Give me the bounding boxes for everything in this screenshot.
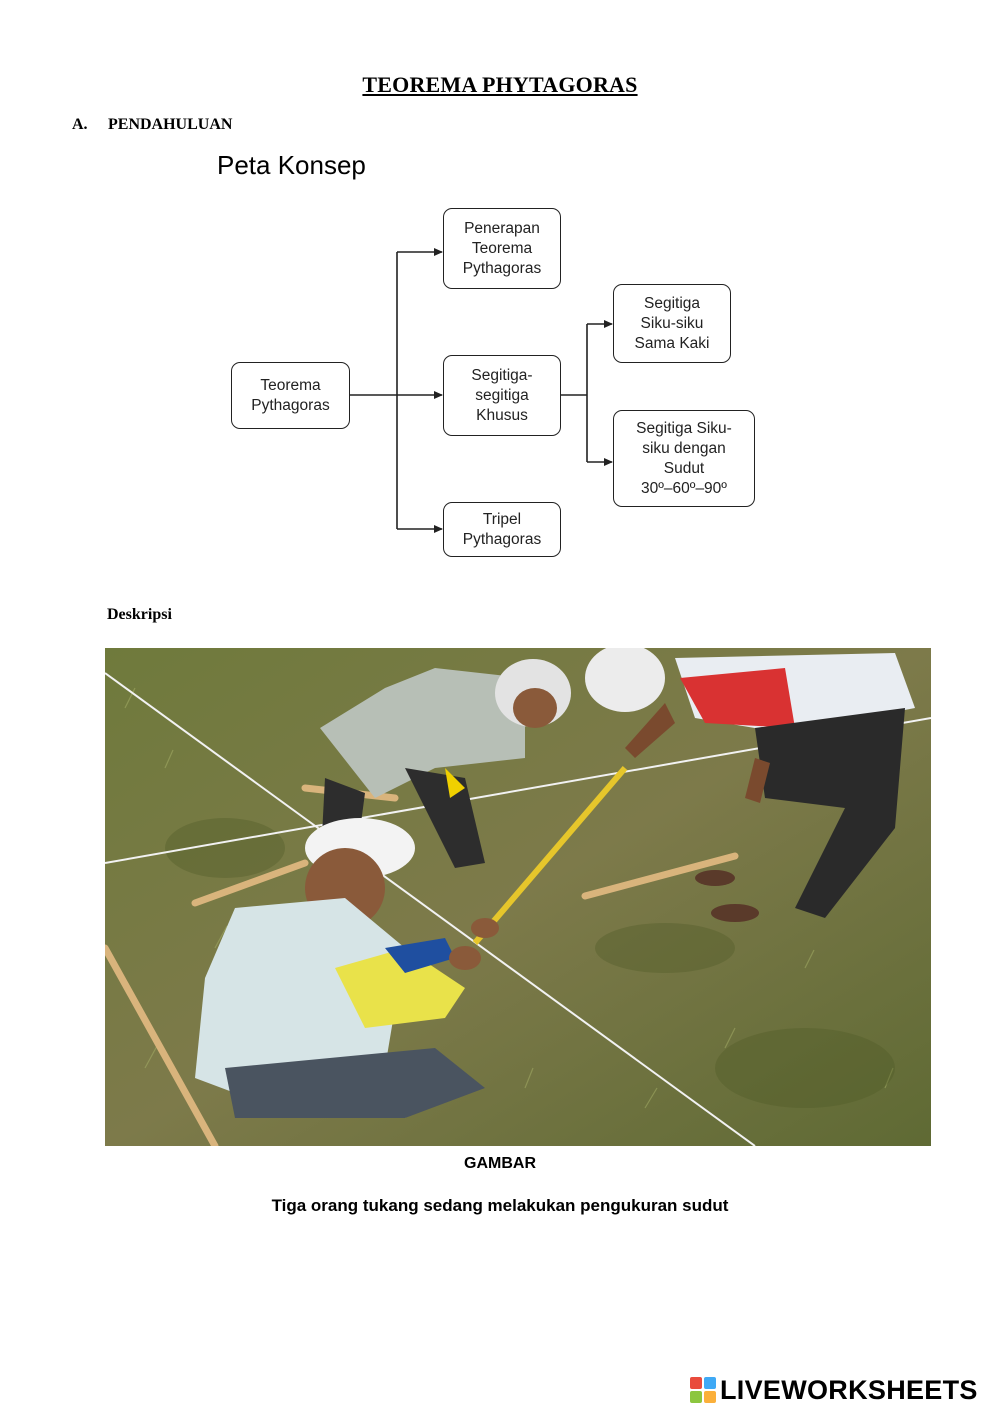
description-heading: Deskripsi: [107, 606, 172, 623]
figure-label: GAMBAR: [464, 1155, 536, 1172]
node-penerapan: Penerapan Teorema Pythagoras: [443, 208, 561, 289]
figure-caption: Tiga orang tukang sedang melakukan pengukuran sudut: [271, 1196, 729, 1215]
node-segitiga-khusus: Segitiga- segitiga Khusus: [443, 355, 561, 436]
liveworksheets-brand: LIVEWORKSHEETS: [720, 1374, 978, 1405]
section-title: PENDAHULUAN: [108, 116, 233, 133]
node-teorema-pythagoras: Teorema Pythagoras: [231, 362, 350, 429]
node-sudut-30-60-90: Segitiga Siku- siku dengan Sudut 30º–60º–90º: [613, 410, 755, 507]
concept-map-title: Peta Konsep: [217, 150, 366, 180]
liveworksheets-logo-icon: [690, 1377, 716, 1403]
liveworksheets-logo: [690, 1373, 978, 1407]
section-letter: A.: [72, 116, 88, 133]
node-tripel: Tripel Pythagoras: [443, 502, 561, 557]
measurement-photo: [105, 648, 931, 1146]
node-sama-kaki: Segitiga Siku-siku Sama Kaki: [613, 284, 731, 363]
document-title: TEOREMA PHYTAGORAS: [362, 72, 638, 97]
